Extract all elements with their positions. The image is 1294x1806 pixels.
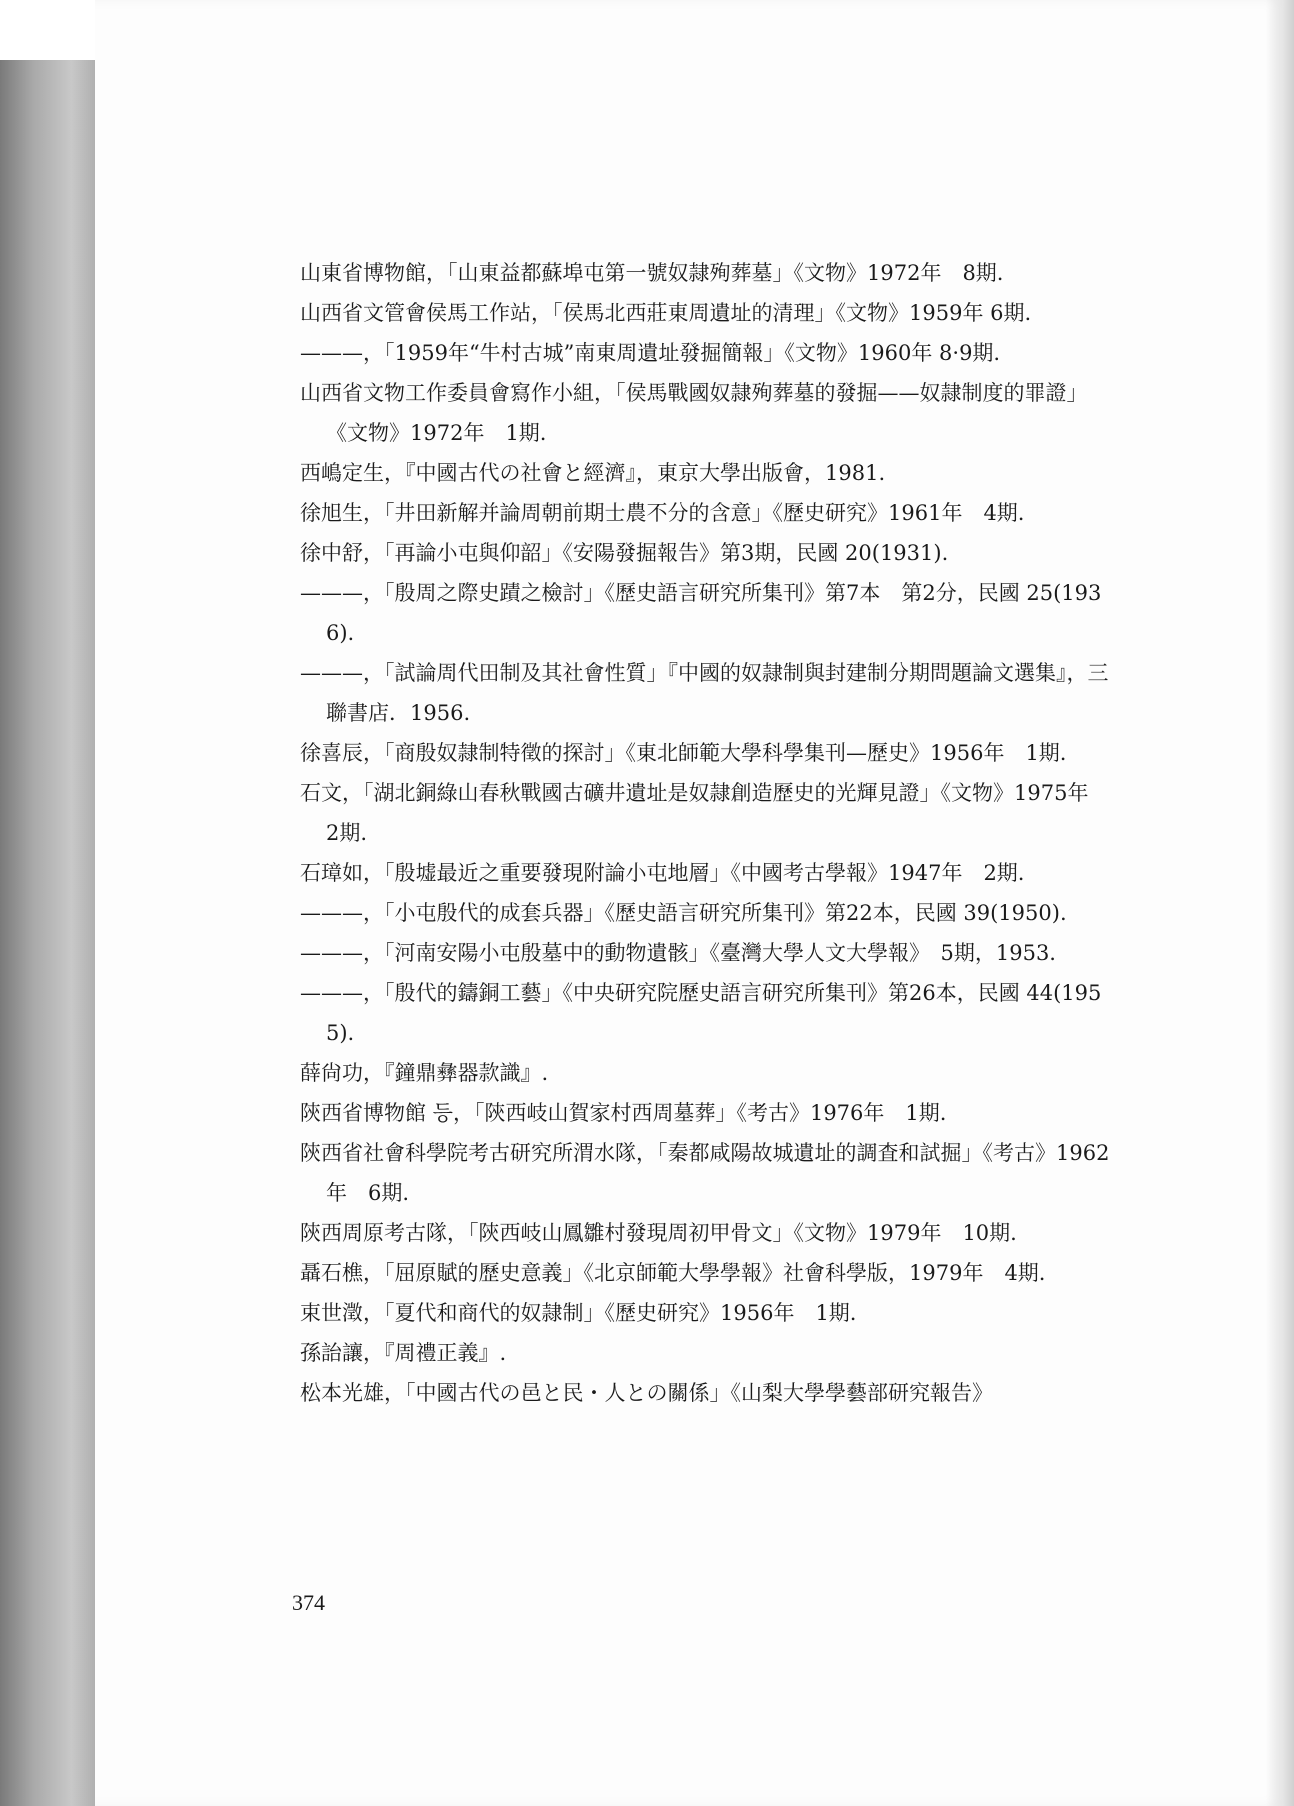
- reference-entry: ———，「小屯殷代的成套兵器」《歷史語言研究所集刊》第22本，民國 39(1950).: [300, 901, 1067, 925]
- reference-entry: 徐喜辰，「商殷奴隷制特徵的探討」《東北師範大學科學集刊—歷史》1956年 1期.: [300, 741, 1067, 765]
- book-spine-top: [0, 0, 95, 60]
- reference-entry: 石文，「湖北銅綠山春秋戰國古礦井遺址是奴隷創造歷史的光輝見證」《文物》1975年 2期.: [300, 781, 1110, 845]
- reference-entry: 陝西省社會科學院考古研究所渭水隊，「秦都咸陽故城遺址的調査和試掘」《考古》1962年 6期.: [300, 1141, 1110, 1205]
- page-number: 374: [292, 1590, 325, 1615]
- reference-entry: 山西省文管會侯馬工作站，「侯馬北西莊東周遺址的清理」《文物》1959年 6期.: [300, 301, 1032, 325]
- reference-entry: ———，「河南安陽小屯殷墓中的動物遺骸」《臺灣大學人文大學報》 5期，1953.: [300, 941, 1056, 965]
- reference-entry: 石璋如，「殷墟最近之重要發現附論小屯地層」《中國考古學報》1947年 2期.: [300, 861, 1025, 885]
- reference-entry: ———，「殷代的鑄銅工藝」《中央研究院歷史語言研究所集刊》第26本，民國 44(1955).: [300, 981, 1102, 1045]
- reference-entry: ———，「試論周代田制及其社會性質」『中國的奴隷制與封建制分期問題論文選集』，三聯書店．1956.: [300, 661, 1109, 725]
- reference-entry: 薛尙功，『鐘鼎彝器款識』.: [300, 1061, 549, 1085]
- reference-entry: ———，「1959年“牛村古城”南東周遺址發掘簡報」《文物》1960年 8·9期.: [300, 341, 1001, 365]
- page-edge-shadow: [1266, 0, 1294, 1806]
- reference-entry: 徐旭生，「井田新解并論周朝前期士農不分的含意」《歷史研究》1961年 4期.: [300, 501, 1025, 525]
- reference-entry: 松本光雄，「中國古代の邑と民・人との關係」《山梨大學學藝部研究報告》: [300, 1381, 993, 1405]
- reference-entry: 束世澂，「夏代和商代的奴隷制」《歷史研究》1956年 1期.: [300, 1301, 857, 1325]
- reference-entry: 徐中舒，「再論小屯與仰韶」《安陽發掘報告》第3期，民國 20(1931).: [300, 541, 949, 565]
- reference-entry: 山西省文物工作委員會寫作小組，「侯馬戰國奴隷殉葬墓的發掘——奴隷制度的罪證」《文物》1972年 1期.: [300, 381, 1088, 445]
- reference-entry: 山東省博物館，「山東益都蘇埠屯第一號奴隷殉葬墓」《文物》1972年 8期.: [300, 261, 1004, 285]
- reference-entry: 聶石樵，「屈原賦的歷史意義」《北京師範大學學報》社會科學版，1979年 4期.: [300, 1261, 1046, 1285]
- reference-entry: ———，「殷周之際史蹟之檢討」《歷史語言研究所集刊》第7本 第2分，民國 25(1936).: [300, 581, 1102, 645]
- reference-entry: 陝西周原考古隊，「陝西岐山鳳雛村發現周初甲骨文」《文物》1979年 10期.: [300, 1221, 1017, 1245]
- reference-entry: 陝西省博物館 등，「陝西岐山賀家村西周墓葬」《考古》1976年 1期.: [300, 1101, 947, 1125]
- bibliography-list: [300, 253, 1110, 1413]
- reference-entry: 孫詒讓，『周禮正義』.: [300, 1341, 507, 1365]
- book-spine: [0, 40, 95, 1806]
- reference-entry: 西嶋定生，『中國古代の社會と經濟』，東京大學出版會，1981.: [300, 461, 886, 485]
